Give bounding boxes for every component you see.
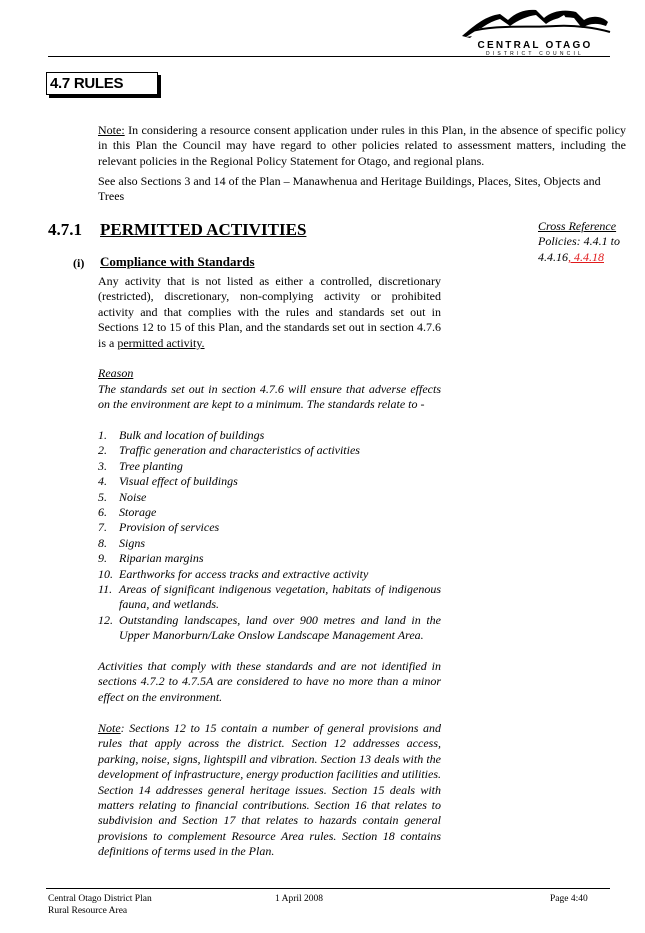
list-item: 6. Storage: [98, 505, 157, 519]
list-item: 2. Traffic generation and characteristics of activities: [98, 443, 360, 457]
footer-date: 1 April 2008: [275, 894, 324, 904]
footer-area: Rural Resource Area: [48, 906, 128, 916]
see-also-text: See also Sections 3 and 14 of the Plan – Manawhenua and Heritage Buildings, Places, Sites, Objects and Trees: [98, 174, 601, 204]
header-divider: [48, 56, 610, 57]
general-provisions-note: [98, 721, 441, 860]
compliance-text: Any activity that is not listed as either a controlled, discretionary (restricted), discretionary, non-complying activity or prohibited activity and that complies with the rules and standards set out in Sections 12 to 15 of this Plan, and the standards set out in section 4.7.6 is a: [98, 274, 441, 350]
list-item: 3. Tree planting: [98, 459, 183, 473]
list-item: 8. Signs: [98, 536, 146, 550]
note-label: Note:: [98, 123, 125, 137]
intro-note: [98, 123, 626, 169]
cross-reference-amendment: , 4.4.18: [568, 249, 604, 264]
note-text: In considering a resource consent application under rules in this Plan, in the absence of specific policy in this Plan the Council may have regard to other policies related to assessment matters, including the relevant policies in the Regional Policy Statement for Otago, and regional plans.: [98, 123, 626, 168]
logo-subtitle: DISTRICT COUNCIL: [485, 51, 585, 57]
compliance-item-number: (i): [73, 256, 85, 270]
reason-label: Reason: [98, 366, 134, 380]
footer-divider: [46, 888, 610, 889]
reason-closing: Activities that comply with these standards and are not identified in sections 4.7.2 to 4.7.5A are considered to have no more than a minor effect on the environment.: [98, 659, 441, 704]
footer-page-number: Page 4:40: [550, 894, 588, 904]
logo-wordmark: CENTRAL OTAGO: [477, 40, 593, 51]
permitted-activity-term: permitted activity.: [117, 335, 205, 350]
compliance-body: [98, 274, 441, 351]
compliance-title: Compliance with Standards: [100, 254, 255, 269]
reason-intro: The standards set out in section 4.7.6 will ensure that adverse effects on the environment are kept to a minimum. The standards relate to -: [98, 382, 441, 412]
permitted-section-number: 4.7.1: [48, 220, 82, 239]
council-logo: [456, 6, 614, 56]
list-item: 10. Earthworks for access tracks and extractive activity: [98, 567, 369, 581]
list-item: 11. Areas of significant indigenous vegetation, habitats of indigenous fauna, and wetlands.: [98, 582, 441, 612]
list-item: 7. Provision of services: [98, 520, 220, 534]
section-title: 4.7 RULES: [50, 75, 124, 92]
permitted-section-title: PERMITTED ACTIVITIES: [100, 220, 307, 239]
cross-reference-label: Cross Reference: [538, 219, 617, 233]
list-item: 9. Riparian margins: [98, 551, 204, 565]
footer-doc-title: Central Otago District Plan: [48, 894, 152, 904]
list-item: 12. Outstanding landscapes, land over 900 metres and land in the Upper Manorburn/Lake Onslow Landscape Management Area.: [98, 613, 441, 643]
note2-text: : Sections 12 to 15 contain a number of general provisions and rules that apply across the district. Section 12 addresses access, parking, noise, signs, lightspill and vibration. Section 13 deals with the development of infrastructure, energy production facilities and utilities. Section 14 addresses general heritage issues. Section 15 deals with matters relating to financial contributions. Section 16 that relates to subdivision and Section 17 that relates to hazards contain general provisions to complement Resource Area rules. Section 18 contains definitions of terms used in the Plan.: [98, 721, 441, 859]
cross-reference: [538, 219, 638, 265]
cross-reference-range: 4.4.16: [538, 249, 568, 264]
cross-reference-policies: Policies: 4.4.1 to: [538, 234, 620, 249]
list-item: 4. Visual effect of buildings: [98, 474, 238, 488]
note2-label: Note: [98, 721, 121, 735]
logo-hills-icon: [456, 6, 614, 40]
list-item: 1. Bulk and location of buildings: [98, 428, 265, 442]
list-item: 5. Noise: [98, 490, 147, 504]
